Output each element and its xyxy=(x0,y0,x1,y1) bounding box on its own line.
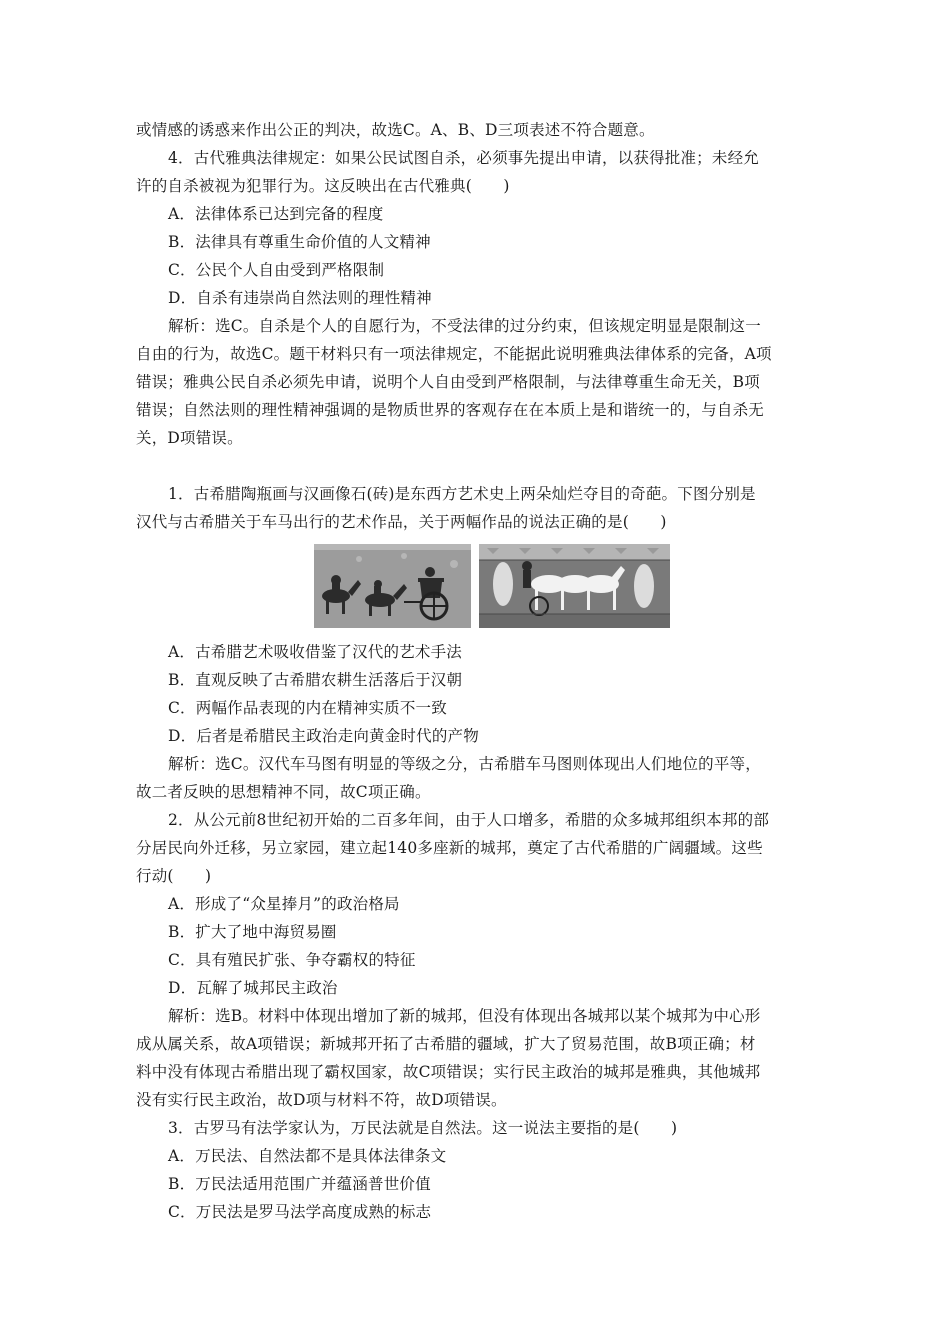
option-b: B．万民法适用范围广并蕴涵普世价值 xyxy=(168,1175,431,1193)
option-b: B．扩大了地中海贸易圈 xyxy=(168,923,337,941)
text-line: 或情感的诱惑来作出公正的判决，故选C。A、B、D三项表述不符合题意。 xyxy=(136,121,655,139)
analysis-text: 错误；雅典公民自杀必须先申请，说明个人自由受到严格限制，与法律尊重生命无关，B项 xyxy=(136,373,760,391)
greek-vase-image xyxy=(479,544,670,628)
question-stem: 1．古希腊陶瓶画与汉画像石(砖)是东西方艺术史上两朵灿烂夺目的奇葩。下图分别是 xyxy=(168,485,756,503)
han-relief-image xyxy=(314,544,471,628)
question-stem: 分居民向外迁移，另立家园，建立起140多座新的城邦，奠定了古代希腊的广阔疆域。这些 xyxy=(136,839,763,857)
analysis-text: 料中没有体现古希腊出现了霸权国家，故C项错误；实行民主政治的城邦是雅典，其他城邦 xyxy=(136,1063,761,1081)
question-stem: 3．古罗马有法学家认为，万民法就是自然法。这一说法主要指的是( ) xyxy=(168,1119,678,1137)
option-a: A．法律体系已达到完备的程度 xyxy=(168,205,384,223)
question-stem: 许的自杀被视为犯罪行为。这反映出在古代雅典( ) xyxy=(136,177,510,195)
analysis-text: 自由的行为，故选C。题干材料只有一项法律规定，不能据此说明雅典法律体系的完备，A项 xyxy=(136,345,772,363)
option-c: C．万民法是罗马法学高度成熟的标志 xyxy=(168,1203,432,1221)
option-a: A．古希腊艺术吸收借鉴了汉代的艺术手法 xyxy=(168,643,462,661)
option-c: C．公民个人自由受到严格限制 xyxy=(168,261,385,279)
question-stem: 汉代与古希腊关于车马出行的艺术作品，关于两幅作品的说法正确的是( ) xyxy=(136,513,667,531)
option-d: D．瓦解了城邦民主政治 xyxy=(168,979,338,997)
analysis-text: 解析：选B。材料中体现出增加了新的城邦，但没有体现出各城邦以某个城邦为中心形 xyxy=(168,1007,761,1025)
analysis-text: 成从属关系，故A项错误；新城邦开拓了古希腊的疆域，扩大了贸易范围，故B项正确；材 xyxy=(136,1035,756,1053)
analysis-text: 关，D项错误。 xyxy=(136,429,243,447)
option-c: C．两幅作品表现的内在精神实质不一致 xyxy=(168,699,447,717)
option-a: A．形成了“众星捧月”的政治格局 xyxy=(168,895,400,913)
option-b: B．直观反映了古希腊农耕生活落后于汉朝 xyxy=(168,671,463,689)
option-d: D．自杀有违崇尚自然法则的理性精神 xyxy=(168,289,432,307)
option-a: A．万民法、自然法都不是具体法律条文 xyxy=(168,1147,447,1165)
question-stem: 4．古代雅典法律规定：如果公民试图自杀，必须事先提出申请，以获得批准；未经允 xyxy=(168,149,759,167)
option-d: D．后者是希腊民主政治走向黄金时代的产物 xyxy=(168,727,479,745)
analysis-text: 没有实行民主政治，故D项与材料不符，故D项错误。 xyxy=(136,1091,507,1109)
option-c: C．具有殖民扩张、争夺霸权的特征 xyxy=(168,951,416,969)
option-b: B．法律具有尊重生命价值的人文精神 xyxy=(168,233,431,251)
question-stem: 行动( ) xyxy=(136,867,212,885)
analysis-text: 解析：选C。自杀是个人的自愿行为，不受法律的过分约束，但该规定明显是限制这一 xyxy=(168,317,761,335)
analysis-text: 错误；自然法则的理性精神强调的是物质世界的客观存在在本质上是和谐统一的，与自杀无 xyxy=(136,401,765,419)
artwork-figures xyxy=(314,544,670,628)
question-stem: 2．从公元前8世纪初开始的二百多年间，由于人口增多，希腊的众多城邦组织本邦的部 xyxy=(168,811,770,829)
analysis-text: 解析：选C。汉代车马图有明显的等级之分，古希腊车马图则体现出人们地位的平等， xyxy=(168,755,761,773)
analysis-text: 故二者反映的思想精神不同，故C项正确。 xyxy=(136,783,431,801)
